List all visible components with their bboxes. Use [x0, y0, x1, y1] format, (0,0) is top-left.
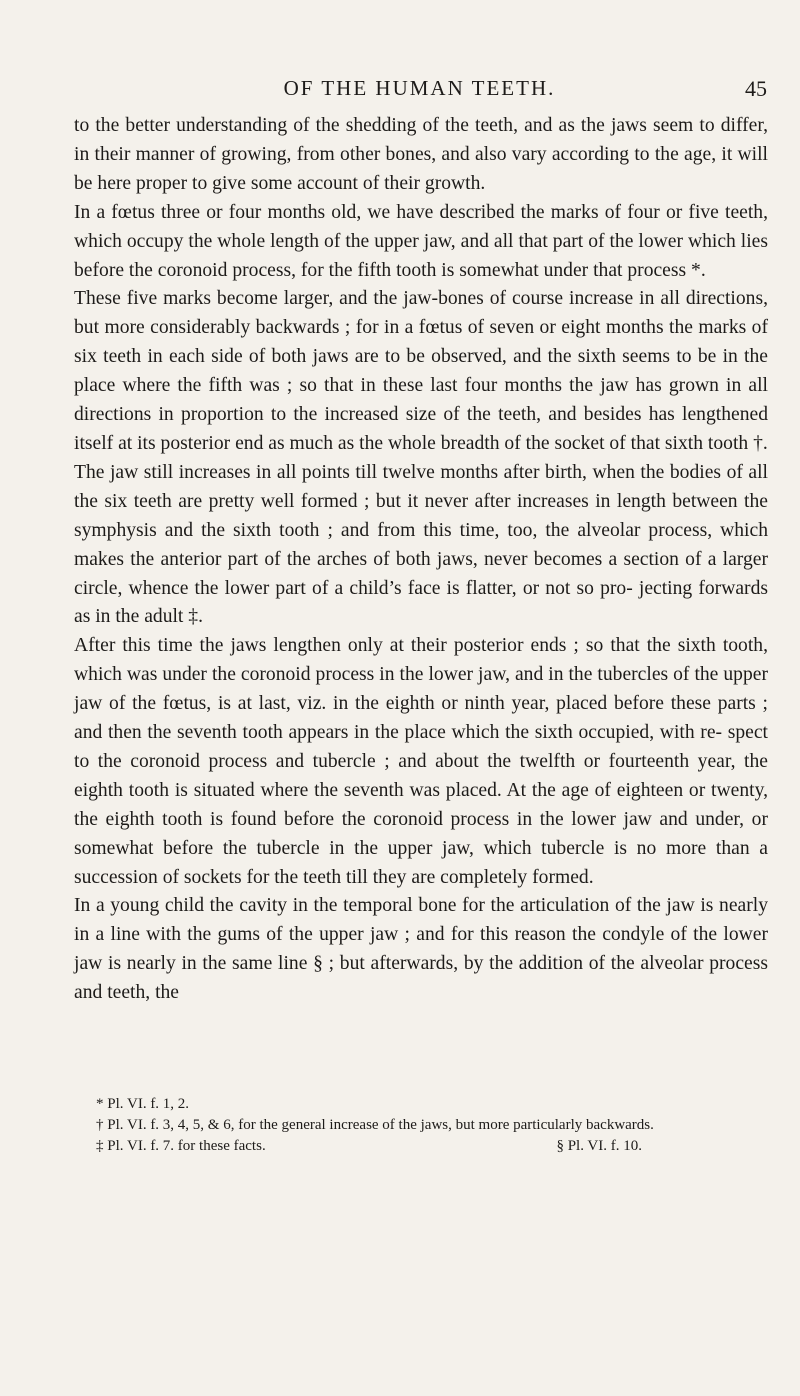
paragraph-4: The jaw still increases in all points till twelve months after birth, when the bodies of all the six teeth are pretty well formed ; but it never after increases in length between the symphysis and the sixth tooth ; and from this time, too, the alveolar process, which makes the anterior part of the arches of both jaws, never becomes a section of a larger circle, whence the lower part of a child’s face is flatter, or not so pro- jecting forwards as in the adult ‡. — [74, 461, 768, 628]
footnote-dagger: † Pl. VI. f. 3, 4, 5, & 6, for the general increase of the jaws, but more particularly backwards. — [96, 1117, 654, 1133]
footnote-section: § Pl. VI. f. 10. — [556, 1138, 642, 1154]
footnotes — [96, 1094, 768, 1157]
footnote-double-dagger: ‡ Pl. VI. f. 7. for these facts. — [96, 1138, 266, 1154]
body-text — [74, 112, 768, 1008]
paragraph-1: to the better understanding of the shedding of the teeth, and as the jaws seem to differ, in their manner of growing, from other bones, and also vary according to the age, it will be here proper to give some account of their growth. — [74, 115, 768, 194]
paragraph-3: These five marks become larger, and the jaw-bones of course increase in all directions, but more considerably backwards ; for in a fœtus of seven or eight months the marks of six teeth in each side of both jaws are to be observed, and the sixth seems to be in the place where the fifth was ; so that in these last four months the jaw has grown in all directions in proportion to the increased size of the teeth, and besides has lengthened itself at its posterior end as much as the whole breadth of the socket of that sixth tooth †. — [74, 288, 768, 454]
running-title: OF THE HUMAN TEETH. — [283, 76, 556, 100]
page-number: 45 — [745, 76, 767, 101]
footnote-star: * Pl. VI. f. 1, 2. — [96, 1096, 190, 1112]
running-head — [72, 76, 767, 106]
paragraph-2: In a fœtus three or four months old, we have described the marks of four or five teeth, which occupy the whole length of the upper jaw, and all that part of the lower which lies before the coronoid process, for the fifth tooth is somewhat under that process *. — [74, 201, 768, 281]
paragraph-6: In a young child the cavity in the temporal bone for the articulation of the jaw is nearly in a line with the gums of the upper jaw ; and for this reason the condyle of the lower jaw is nearly in the same line § ; but afterwards, by the addition of the alveolar process and teeth, the — [74, 895, 768, 1004]
footnote-row — [96, 1136, 642, 1157]
paragraph-5: After this time the jaws lengthen only at their posterior ends ; so that the sixth tooth, which was under the coronoid process in the lower jaw, and in the tubercles of the upper jaw of the fœtus, is at last, viz. in the eighth or ninth year, placed before these parts ; and then the seventh tooth appears in the place which the sixth occupied, with re- spect to the coronoid process and tubercle ; and about the twelfth or fourteenth year, the eighth tooth is situated where the seventh was placed. At the age of eighteen or twenty, the eighth tooth is found before the coronoid process in the lower jaw and under, or somewhat before the tubercle in the upper jaw, which tubercle is no more than a succession of sockets for the teeth till they are completely formed. — [74, 635, 768, 888]
